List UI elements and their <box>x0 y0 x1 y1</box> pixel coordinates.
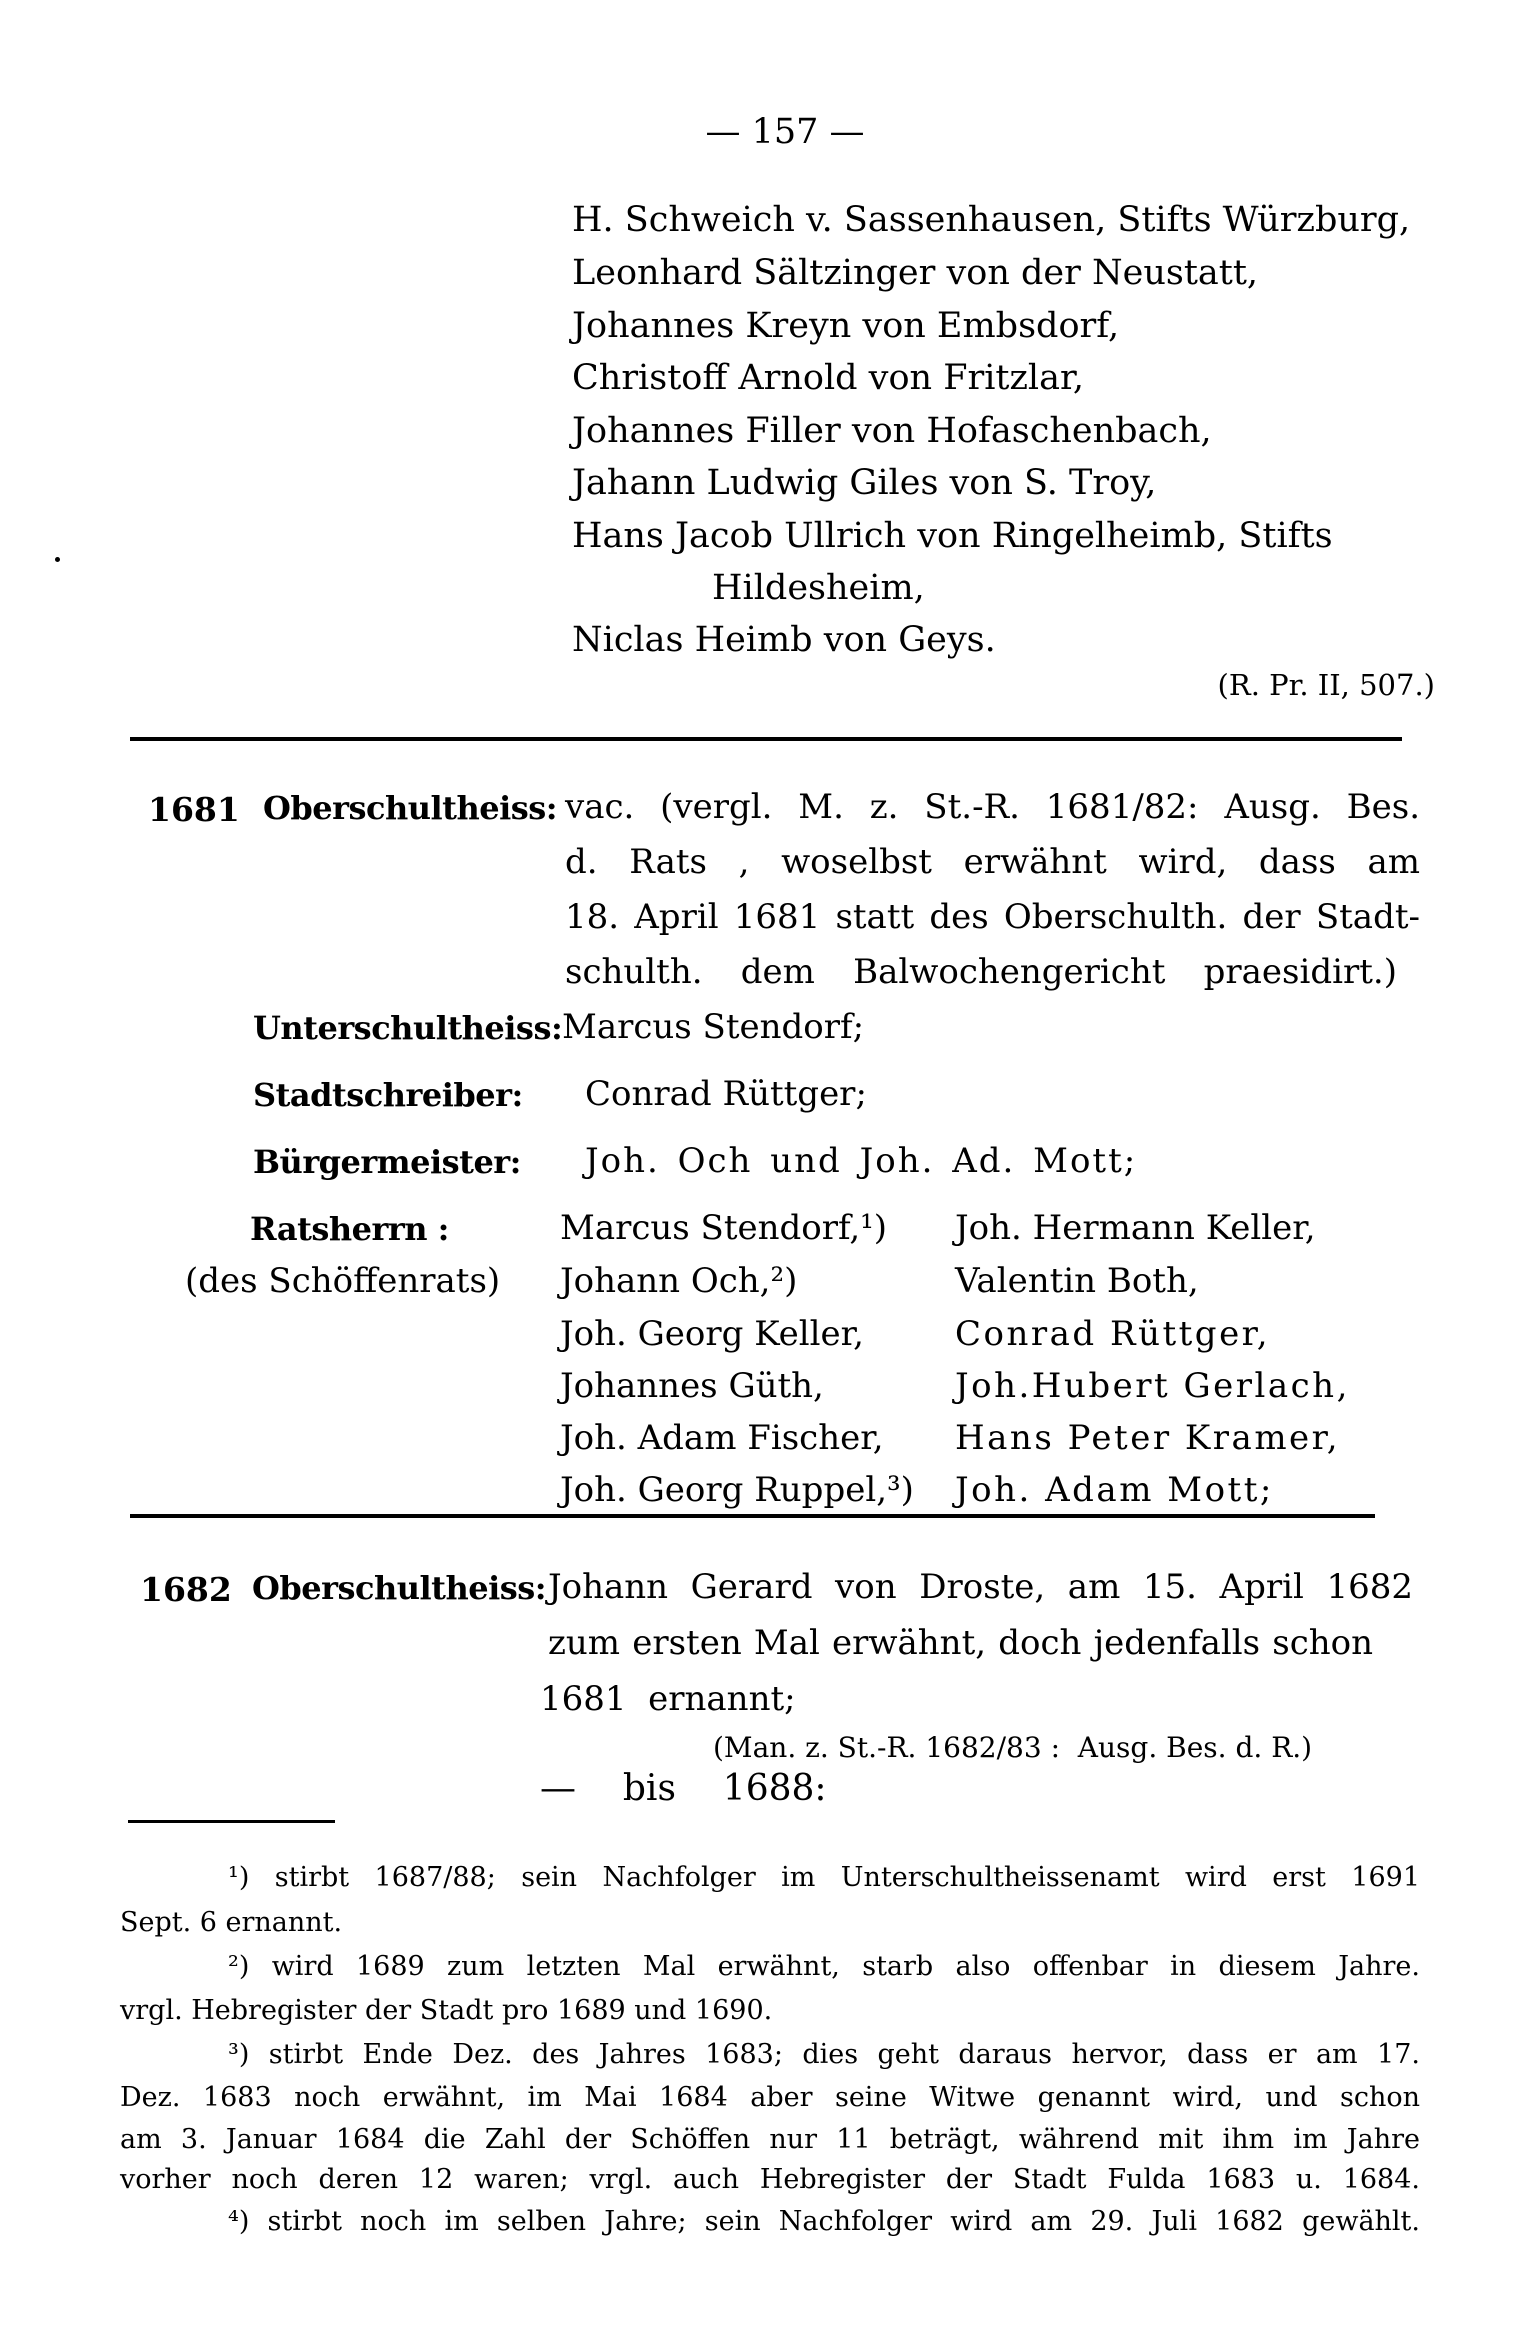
ratsherr-name: Marcus Stendorf,¹) <box>560 1208 888 1248</box>
ratsherr-name: Valentin Both, <box>955 1261 1199 1301</box>
entry-text-line: 1681 ernannt; <box>540 1679 796 1719</box>
footnote-separator <box>128 1820 335 1823</box>
role-label-oberschultheiss: Oberschultheiss: <box>263 789 558 827</box>
page-number: — 157 — <box>705 112 865 152</box>
footnote-line: ³) stirbt Ende Dez. des Jahres 1683; dies geht daraus hervor, dass er am 17. <box>228 2039 1420 2070</box>
ratsherr-name: Joh. Adam Fischer, <box>560 1418 884 1458</box>
footnote-line: ⁴) stirbt noch im selben Jahre; sein Nachfolger wird am 29. Juli 1682 gewählt. <box>228 2206 1420 2237</box>
names-line: Niclas Heimb von Geys. <box>572 620 996 660</box>
footnote-line: ¹) stirbt 1687/88; sein Nachfolger im Unterschultheissenamt wird erst 1691 <box>228 1862 1420 1893</box>
names-line: Johannes Filler von Hofaschenbach, <box>572 411 1212 451</box>
footnote-line: vorher noch deren 12 waren; vrgl. auch Hebregister der Stadt Fulda 1683 u. 1684. <box>120 2164 1420 2195</box>
ratsherr-name: Joh.Hubert Gerlach, <box>955 1366 1350 1406</box>
footnote-line: Sept. 6 ernannt. <box>120 1907 343 1938</box>
role-sublabel-schoeffenrat: (des Schöffenrats) <box>185 1261 501 1301</box>
ratsherr-name: Joh. Georg Keller, <box>560 1314 864 1354</box>
section-divider <box>130 737 1402 741</box>
ratsherr-name: Joh. Georg Ruppel,³) <box>560 1470 914 1510</box>
ratsherr-name: Johann Och,²) <box>560 1261 798 1301</box>
entry-year: 1682 <box>140 1570 232 1609</box>
names-line: Johannes Kreyn von Embsdorf, <box>572 306 1120 346</box>
role-label-oberschultheiss: Oberschultheiss: <box>252 1569 547 1607</box>
entry-text-line: d. Rats , woselbst erwähnt wird, dass am <box>565 842 1420 882</box>
names-line: Christoff Arnold von Fritzlar, <box>572 358 1084 398</box>
source-citation: (Man. z. St.-R. 1682/83 : Ausg. Bes. d. R.) <box>713 1731 1313 1764</box>
ratsherr-name: Conrad Rüttger, <box>955 1314 1271 1354</box>
source-citation: (R. Pr. II, 507.) <box>1217 668 1435 702</box>
role-label-buergermeister: Bürgermeister: <box>253 1143 521 1181</box>
names-line: Leonhard Sältzinger von der Neustatt, <box>572 253 1259 293</box>
entry-text-line: schulth. dem Balwochengericht praesidirt.) <box>565 952 1397 992</box>
section-divider <box>130 1514 1375 1518</box>
footnote-line: ²) wird 1689 zum letzten Mal erwähnt, starb also offenbar in diesem Jahre. <box>228 1951 1420 1982</box>
role-value: Joh. Och und Joh. Ad. Mott; <box>585 1141 1138 1181</box>
scan-artifact-dot <box>55 557 60 562</box>
ratsherr-name: Johannes Güth, <box>560 1366 824 1406</box>
ratsherr-name: Joh. Adam Mott; <box>955 1470 1274 1510</box>
footnote-line: vrgl. Hebregister der Stadt pro 1689 und 1690. <box>120 1995 773 2026</box>
names-line: Hans Jacob Ullrich von Ringelheimb, Stifts <box>572 516 1333 556</box>
names-line: Hildesheim, <box>712 568 925 608</box>
role-label-ratsherrn: Ratsherrn : <box>250 1210 449 1248</box>
role-value: Conrad Rüttger; <box>585 1074 867 1114</box>
entry-year: 1681 <box>148 790 240 829</box>
footnote-line: am 3. Januar 1684 die Zahl der Schöffen nur 11 beträgt, während mit ihm im Jahre <box>120 2124 1420 2155</box>
ratsherr-name: Hans Peter Kramer, <box>955 1418 1340 1458</box>
footnote-line: Dez. 1683 noch erwähnt, im Mai 1684 aber seine Witwe genannt wird, und schon <box>120 2082 1420 2113</box>
role-label-unterschultheiss: Unterschultheiss: <box>253 1009 563 1047</box>
role-label-stadtschreiber: Stadtschreiber: <box>253 1076 523 1114</box>
range-note: — bis 1688: <box>540 1768 827 1809</box>
ratsherr-name: Joh. Hermann Keller, <box>955 1208 1316 1248</box>
names-line: Jahann Ludwig Giles von S. Troy, <box>572 463 1157 503</box>
entry-text-line: zum ersten Mal erwähnt, doch jedenfalls schon <box>548 1623 1373 1663</box>
entry-text-line: Johann Gerard von Droste, am 15. April 1682 <box>548 1567 1413 1607</box>
role-value: Marcus Stendorf; <box>562 1007 865 1047</box>
entry-text-line: vac. (vergl. M. z. St.-R. 1681/82: Ausg. Bes. <box>565 787 1420 827</box>
names-line: H. Schweich v. Sassenhausen, Stifts Würzburg, <box>572 200 1411 240</box>
entry-text-line: 18. April 1681 statt des Oberschulth. der Stadt- <box>565 897 1420 937</box>
